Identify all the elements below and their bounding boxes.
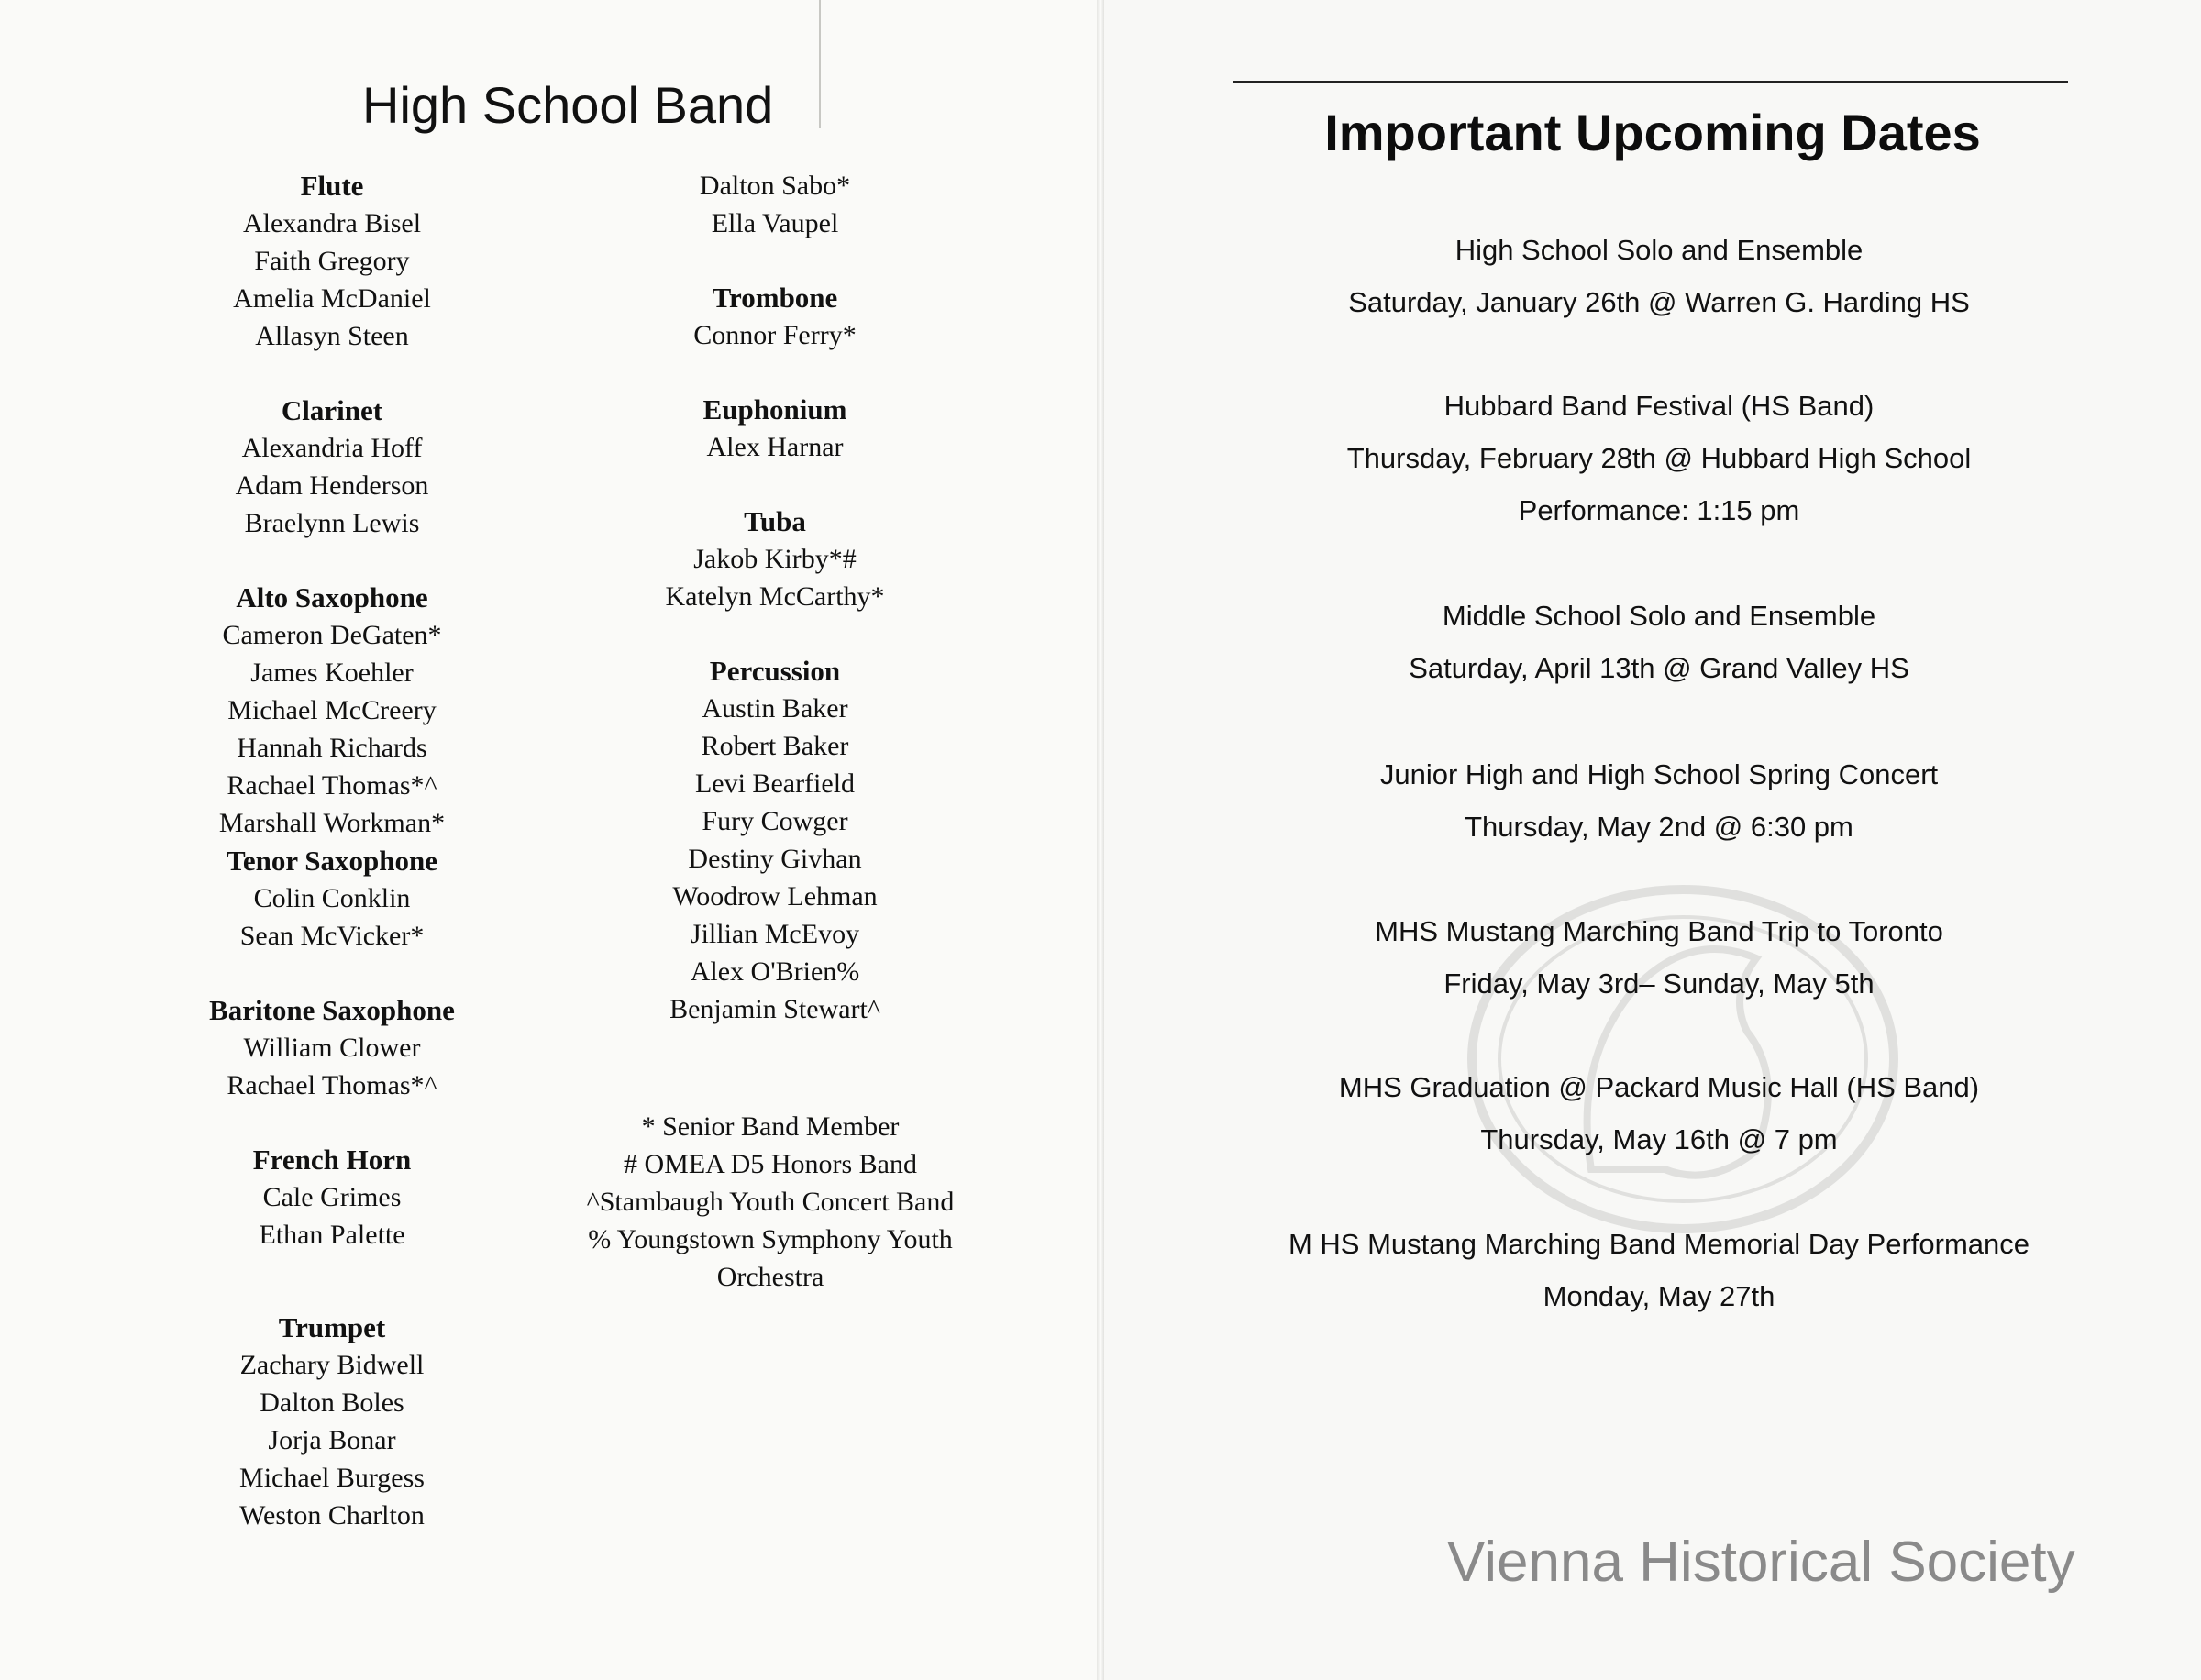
section-heading-flute: Flute (300, 170, 364, 202)
member-name: Allasyn Steen (255, 321, 409, 351)
section-heading-clarinet: Clarinet (281, 394, 383, 426)
event-date: Friday, May 3rd– Sunday, May 5th (1443, 967, 1875, 1000)
event-date: Monday, May 27th (1543, 1280, 1775, 1312)
roster-column-2 (573, 167, 977, 1028)
member-name: Robert Baker (701, 731, 849, 761)
section-heading-tenor-saxophone: Tenor Saxophone (226, 845, 437, 877)
member-name: Benjamin Stewart^ (669, 994, 880, 1024)
member-name: Alexandra Bisel (242, 208, 422, 238)
member-name: Michael McCreery (227, 695, 437, 725)
member-name: William Clower (243, 1033, 421, 1063)
member-name: Katelyn McCarthy* (665, 581, 885, 612)
event-hubbard-festival (1104, 380, 2201, 536)
event-title: Hubbard Band Festival (HS Band) (1443, 390, 1875, 422)
member-name: Cameron DeGaten* (222, 620, 442, 650)
member-name: Braelynn Lewis (244, 508, 420, 538)
event-spring-concert (1104, 748, 2201, 853)
member-name: Cale Grimes (262, 1182, 402, 1212)
member-name: Destiny Givhan (688, 844, 862, 874)
event-title: Middle School Solo and Ensemble (1442, 600, 1876, 632)
section-heading-alto-saxophone: Alto Saxophone (236, 581, 428, 613)
section-heading-tuba: Tuba (744, 505, 806, 537)
member-name: Alexandria Hoff (241, 433, 423, 463)
society-watermark: Vienna Historical Society (1447, 1531, 2075, 1594)
event-date: Thursday, May 2nd @ 6:30 pm (1465, 811, 1853, 843)
event-graduation (1104, 1061, 2201, 1166)
event-title: M HS Mustang Marching Band Memorial Day Performance (1288, 1228, 2030, 1260)
legend-item: * Senior Band Member (641, 1111, 900, 1142)
event-detail: Performance: 1:15 pm (1518, 494, 1800, 526)
roster-column-1 (130, 167, 534, 1534)
member-name: Austin Baker (702, 693, 848, 724)
event-date: Saturday, April 13th @ Grand Valley HS (1409, 652, 1909, 684)
event-memorial-day (1104, 1218, 2201, 1322)
member-name: Adam Henderson (235, 470, 429, 501)
section-heading-trumpet: Trumpet (278, 1311, 386, 1343)
event-title: High School Solo and Ensemble (1454, 234, 1864, 266)
member-name: Woodrow Lehman (672, 881, 878, 912)
event-title: Junior High and High School Spring Concert (1379, 758, 1939, 790)
member-name: Marshall Workman* (218, 808, 446, 838)
member-name: Dalton Boles (260, 1387, 404, 1418)
event-title: MHS Mustang Marching Band Trip to Toronto (1375, 915, 1943, 947)
dates-title: Important Upcoming Dates (1324, 104, 1981, 161)
center-fold (1097, 0, 1104, 1680)
member-name: James Koehler (250, 658, 414, 688)
member-name: Levi Bearfield (694, 768, 856, 799)
event-solo-ensemble-hs (1104, 224, 2201, 328)
member-name: Rachael Thomas*^ (227, 770, 437, 801)
member-name: Weston Charlton (239, 1500, 425, 1531)
member-name: Amelia McDaniel (233, 283, 431, 314)
legend-item: % Youngstown Symphony Youth (588, 1224, 953, 1254)
event-toronto-trip (1104, 905, 2201, 1010)
event-date: Thursday, May 16th @ 7 pm (1480, 1123, 1838, 1155)
band-title: High School Band (362, 76, 774, 134)
symbol-legend (514, 1108, 1027, 1296)
member-name: Sean McVicker* (239, 921, 425, 951)
member-name: Jillian McEvoy (690, 919, 860, 949)
section-heading-euphonium: Euphonium (702, 393, 847, 426)
event-solo-ensemble-ms (1104, 590, 2201, 694)
section-heading-baritone-saxophone: Baritone Saxophone (209, 994, 455, 1026)
member-name: Fury Cowger (702, 806, 848, 836)
member-name: Jakob Kirby*# (693, 544, 857, 574)
event-date: Thursday, February 28th @ Hubbard High School (1346, 442, 1972, 474)
member-name: Colin Conklin (253, 883, 411, 913)
event-title: MHS Graduation @ Packard Music Hall (HS Band) (1338, 1071, 1980, 1103)
legend-item: # OMEA D5 Honors Band (624, 1149, 917, 1179)
member-name: Rachael Thomas*^ (227, 1070, 437, 1100)
member-name: Jorja Bonar (268, 1425, 396, 1455)
member-name: Dalton Sabo* (699, 171, 851, 201)
member-name: Ethan Palette (259, 1220, 405, 1250)
member-name: Faith Gregory (254, 246, 410, 276)
member-name: Zachary Bidwell (239, 1350, 425, 1380)
event-date: Saturday, January 26th @ Warren G. Harding HS (1348, 286, 1970, 318)
member-name: Ella Vaupel (711, 208, 839, 238)
legend-item: ^Stambaugh Youth Concert Band (586, 1187, 955, 1217)
member-name: Connor Ferry* (693, 320, 857, 350)
section-heading-trombone: Trombone (712, 282, 838, 314)
legend-item: Orchestra (716, 1262, 824, 1292)
member-name: Hannah Richards (237, 733, 427, 763)
section-heading-percussion: Percussion (709, 655, 841, 687)
crease-mark (819, 0, 821, 128)
section-heading-french-horn: French Horn (252, 1144, 412, 1176)
member-name: Michael Burgess (239, 1463, 425, 1493)
member-name: Alex Harnar (706, 432, 844, 462)
header-rule (1233, 81, 2068, 83)
member-name: Alex O'Brien% (690, 956, 860, 987)
